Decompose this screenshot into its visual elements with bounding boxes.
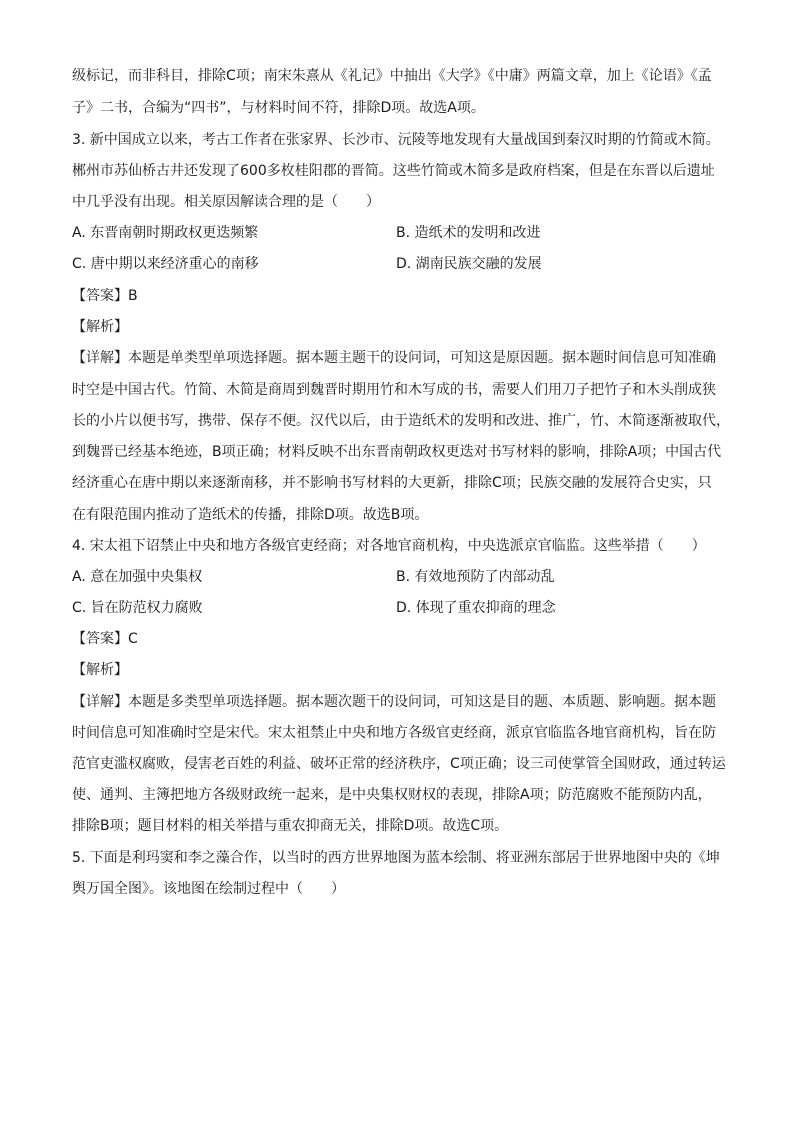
q4-detail-line-3: 范官吏滥权腐败，侵害老百姓的利益、破坏正常的经济秩序，C项正确；设三司使掌管全国财政，通过转运	[72, 756, 726, 772]
q3-detail-line-1: 【详解】本题是单类型单项选择题。据本题主题干的设问词，可知这是原因题。据本题时间信息可知准确	[72, 350, 716, 366]
q3-detail-line-5: 经济重心在唐中期以来逐渐南移，并不影响书写材料的大更新，排除C项；民族交融的发展符合史实，只	[72, 475, 712, 491]
q3-detail-line-3: 长的小片以便书写，携带、保存不便。汉代以后，由于造纸术的发明和改进、推广，竹、木简逐渐被取代，	[72, 413, 730, 429]
q4-option-b: B. 有效地预防了内部动乱	[396, 569, 555, 585]
q3-detail-line-6: 在有限范围内推动了造纸术的传播，排除D项。故选B项。	[72, 507, 429, 523]
q5-stem-line-1: 5. 下面是利玛窦和李之藻合作，以当时的西方世界地图为蓝本绘制、将亚洲东部居于世界地图中央的《坤	[72, 850, 720, 866]
q4-option-d: D. 体现了重农抑商的理念	[396, 600, 556, 616]
q4-answer: 【答案】C	[72, 631, 138, 647]
q4-detail-line-1: 【详解】本题是多类型单项选择题。据本题次题干的设问词，可知这是目的题、本质题、影响题。据本题	[72, 694, 716, 710]
q3-option-a: A. 东晋南朝时期政权更迭频繁	[72, 225, 259, 241]
q2-explanation-line-2: 子》二书，合编为“四书”，与材料时间不符，排除D项。故选A项。	[72, 100, 485, 116]
q3-detail-line-4: 到魏晋已经基本绝迹，B项正确；材料反映不出东晋南朝政权更迭对书写材料的影响，排除A项；中国古代	[72, 444, 722, 460]
q3-detail-line-2: 时空是中国古代。竹简、木简是商周到魏晋时期用竹和木写成的书，需要人们用刀子把竹子和木头削成狭	[72, 382, 716, 398]
q3-analysis-heading: 【解析】	[72, 319, 128, 335]
q3-stem-line-1: 3. 新中国成立以来，考古工作者在张家界、长沙市、沅陵等地发现有大量战国到秦汉时期的竹简或木简。	[72, 132, 720, 148]
q4-stem-line-1: 4. 宋太祖下诏禁止中央和地方各级官吏经商；对各地官商机构，中央选派京官临监。这些举措（ ）	[72, 538, 706, 554]
q3-option-c: C. 唐中期以来经济重心的南移	[72, 256, 259, 272]
q2-explanation-line-1: 级标记，而非科目，排除C项；南宋朱熹从《礼记》中抽出《大学》《中庸》两篇文章，加上《论语》《孟	[72, 68, 712, 84]
q3-option-b: B. 造纸术的发明和改进	[396, 225, 541, 241]
q4-option-a: A. 意在加强中央集权	[72, 569, 203, 585]
q4-detail-line-5: 排除B项；题目材料的相关举措与重农抑商无关，排除D项。故选C项。	[72, 818, 509, 834]
q3-stem-line-3: 中几乎没有出现。相关原因解读合理的是（ ）	[72, 194, 380, 210]
q5-stem-line-2: 舆万国全图》。该地图在绘制过程中（ ）	[72, 881, 345, 897]
q4-detail-line-2: 时间信息可知准确时空是宋代。宋太祖禁止中央和地方各级官吏经商，派京官临监各地官商机构，旨在防	[72, 725, 716, 741]
q4-detail-line-4: 使、通判、主簿把地方各级财政统一起来，是中央集权财权的表现，排除A项；防范腐败不能预防内乱，	[72, 787, 712, 803]
q4-option-c: C. 旨在防范权力腐败	[72, 600, 203, 616]
q3-stem-line-2: 郴州市苏仙桥古井还发现了600多枚桂阳郡的晋简。这些竹简或木简多是政府档案，但是在东晋以后遗址	[72, 163, 715, 179]
q3-option-d: D. 湖南民族交融的发展	[396, 256, 542, 272]
q4-analysis-heading: 【解析】	[72, 662, 128, 678]
q3-answer: 【答案】B	[72, 288, 138, 304]
